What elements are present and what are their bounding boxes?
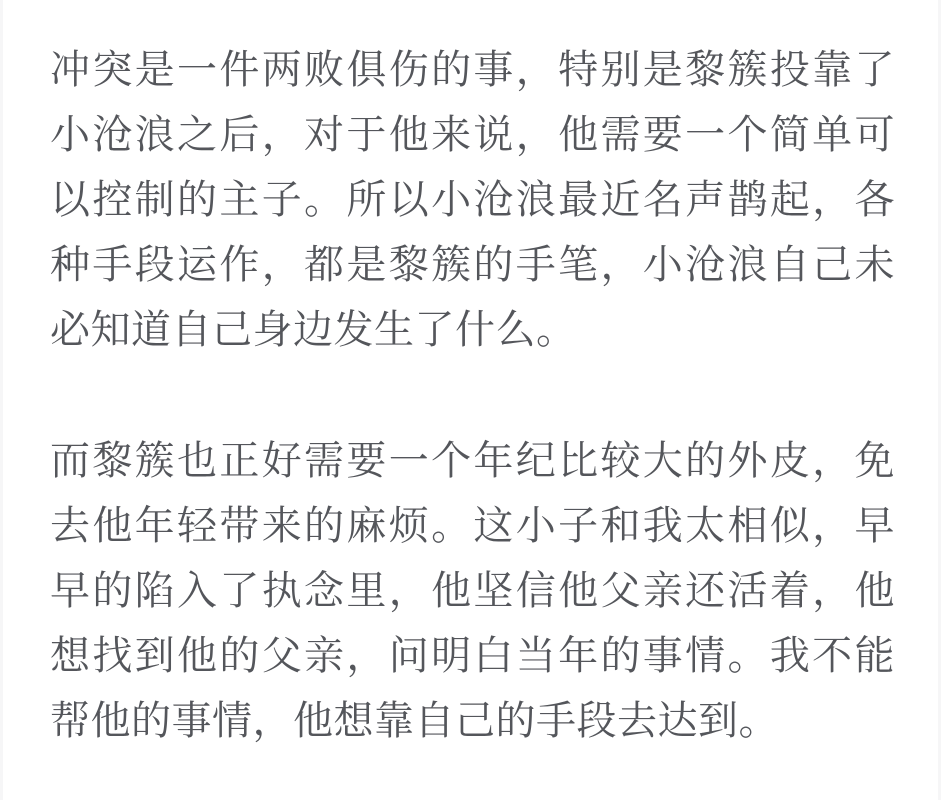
paragraph-2: 而黎簇也正好需要一个年纪比较大的外皮，免去他年轻带来的麻烦。这小子和我太相似，早早的陷入了执念里，他坚信他父亲还活着，他想找到他的父亲，问明白当年的事情。我不能帮他的事情，他想靠自己的手段去达到。 — [50, 439, 895, 743]
paragraph-1: 冲突是一件两败俱伤的事，特别是黎簇投靠了小沧浪之后，对于他来说，他需要一个简单可以控制的主子。所以小沧浪最近名声鹊起，各种手段运作，都是黎簇的手笔，小沧浪自己未必知道自己身边发生了什么。 — [50, 48, 895, 352]
page-left-edge — [0, 0, 3, 800]
